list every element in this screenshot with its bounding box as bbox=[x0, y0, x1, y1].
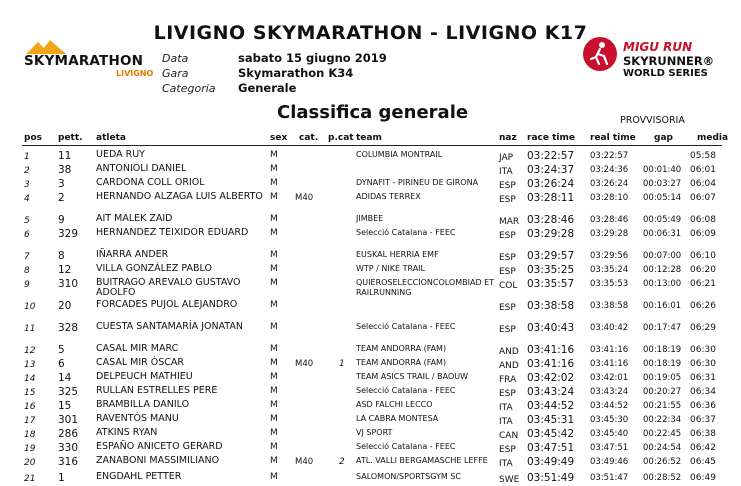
cell-sex: M bbox=[270, 386, 278, 396]
cell-race-time: 03:49:49 bbox=[527, 456, 575, 468]
cell-gap: 00:13:00 bbox=[643, 279, 682, 289]
cell-media: 06:30 bbox=[690, 345, 716, 355]
cell-team: TEAM ANDORRA (FAM) bbox=[356, 358, 447, 367]
cell-naz: ESP bbox=[499, 195, 516, 205]
cell-real-time: 03:42:01 bbox=[590, 373, 629, 383]
cell-atleta: RULLAN ESTRELLES PERE bbox=[96, 385, 218, 396]
cell-media: 06:10 bbox=[690, 251, 716, 261]
table-row bbox=[0, 249, 741, 264]
runner-icon bbox=[583, 37, 617, 71]
status-label: PROVVISORIA bbox=[620, 115, 685, 126]
table-row bbox=[0, 321, 741, 336]
cell-pos: 8 bbox=[24, 266, 30, 276]
cell-race-time: 03:45:31 bbox=[527, 414, 575, 426]
cell-gap: 00:12:28 bbox=[643, 265, 682, 275]
cell-media: 06:36 bbox=[690, 401, 716, 411]
cell-team: Selecció Catalana - FEEC bbox=[356, 442, 456, 451]
mountain-icon bbox=[26, 40, 66, 54]
cell-gap: 00:18:19 bbox=[643, 345, 682, 355]
cell-pos: 4 bbox=[24, 194, 30, 204]
cell-pos: 7 bbox=[24, 252, 30, 262]
cell-pos: 10 bbox=[24, 302, 36, 312]
cell-sex: M bbox=[270, 322, 278, 332]
cell-pos: 14 bbox=[24, 374, 36, 384]
cell-sex: M bbox=[270, 150, 278, 160]
cell-team: TEAM ASICS TRAIL / BAOUW bbox=[356, 372, 469, 381]
cell-cat: M40 bbox=[295, 457, 314, 467]
table-row bbox=[0, 299, 741, 314]
table-row bbox=[0, 277, 741, 298]
cell-atleta: ZANABONI MASSIMILIANO bbox=[96, 455, 220, 466]
meta-value-date: sabato 15 giugno 2019 bbox=[238, 51, 387, 65]
header-pett: pett. bbox=[58, 133, 83, 143]
cell-gap: 00:22:45 bbox=[643, 429, 682, 439]
cell-gap: 00:01:40 bbox=[643, 165, 682, 175]
cell-real-time: 03:22:57 bbox=[590, 151, 629, 161]
cell-pett: 301 bbox=[58, 414, 79, 426]
cell-race-time: 03:44:52 bbox=[527, 400, 575, 412]
cell-real-time: 03:26:24 bbox=[590, 179, 629, 189]
cell-race-time: 03:22:57 bbox=[527, 150, 575, 162]
cell-sex: M bbox=[270, 178, 278, 188]
table-row bbox=[0, 455, 741, 470]
cell-pos: 17 bbox=[24, 416, 36, 426]
cell-pett: 325 bbox=[58, 386, 79, 398]
cell-team: LA CABRA MONTESA bbox=[356, 414, 439, 423]
cell-media: 06:07 bbox=[690, 193, 716, 203]
cell-race-time: 03:28:46 bbox=[527, 214, 575, 226]
cell-atleta: RAVENTÓS MANU bbox=[96, 413, 179, 424]
table-row bbox=[0, 227, 741, 242]
cell-naz: ESP bbox=[499, 181, 516, 191]
meta-value-category: Generale bbox=[238, 81, 297, 95]
cell-atleta: ENGDAHL PETTER bbox=[96, 471, 182, 482]
cell-pcat: 2 bbox=[339, 457, 345, 467]
header-divider bbox=[22, 145, 722, 146]
cell-sex: M bbox=[270, 214, 278, 224]
cell-naz: ESP bbox=[499, 231, 516, 241]
cell-atleta: FORCADES PUJOL ALEJANDRO bbox=[96, 299, 238, 310]
cell-race-time: 03:51:49 bbox=[527, 472, 575, 484]
cell-pett: 6 bbox=[58, 358, 65, 370]
cell-sex: M bbox=[270, 456, 278, 466]
header-pcat: p.cat bbox=[328, 133, 354, 143]
cell-pett: 316 bbox=[58, 456, 79, 468]
cell-media: 06:38 bbox=[690, 429, 716, 439]
cell-media: 06:37 bbox=[690, 415, 716, 425]
cell-sex: M bbox=[270, 228, 278, 238]
cell-naz: AND bbox=[499, 361, 519, 371]
cell-sex: M bbox=[270, 358, 278, 368]
cell-naz: ITA bbox=[499, 459, 513, 469]
cell-team: Selecció Catalana - FEEC bbox=[356, 228, 456, 237]
cell-race-time: 03:38:58 bbox=[527, 300, 575, 312]
cell-race-time: 03:29:28 bbox=[527, 228, 575, 240]
cell-pett: 38 bbox=[58, 164, 72, 176]
header-real-time: real time bbox=[590, 133, 636, 143]
table-row bbox=[0, 385, 741, 400]
cell-team: QUIEROSELECCIONCOLOMBIAD ETRAILRUNNING bbox=[356, 278, 495, 297]
cell-race-time: 03:42:02 bbox=[527, 372, 575, 384]
cell-pos: 11 bbox=[24, 324, 36, 334]
table-row bbox=[0, 371, 741, 386]
event-title: LIVIGNO SKYMARATHON - LIVIGNO K17 bbox=[153, 22, 588, 44]
skymarathon-logo-sub: LIVIGNO bbox=[116, 69, 154, 78]
cell-sex: M bbox=[270, 400, 278, 410]
cell-naz: JAP bbox=[499, 153, 514, 163]
cell-naz: ESP bbox=[499, 445, 516, 455]
skyrunner-logo-line1: MIGU RUN bbox=[623, 40, 693, 54]
table-row bbox=[0, 149, 741, 164]
cell-cat: M40 bbox=[295, 193, 314, 203]
table-row bbox=[0, 177, 741, 192]
cell-atleta: CASAL MIR ÒSCAR bbox=[96, 357, 185, 368]
cell-real-time: 03:29:56 bbox=[590, 251, 629, 261]
cell-team: DYNAFIT - PIRINEU DE GIRONA bbox=[356, 178, 479, 187]
cell-pett: 8 bbox=[58, 250, 65, 262]
skyrunner-logo-line3: WORLD SERIES bbox=[623, 68, 708, 79]
cell-atleta: UEDA RUY bbox=[96, 149, 145, 160]
page-title: Classifica generale bbox=[277, 102, 469, 123]
cell-sex: M bbox=[270, 192, 278, 202]
cell-naz: CAN bbox=[499, 431, 519, 441]
cell-sex: M bbox=[270, 428, 278, 438]
cell-sex: M bbox=[270, 164, 278, 174]
cell-team: ASD FALCHI LECCO bbox=[356, 400, 433, 409]
cell-cat: M40 bbox=[295, 359, 314, 369]
cell-pcat: 1 bbox=[339, 359, 345, 369]
cell-pos: 18 bbox=[24, 430, 36, 440]
cell-team: ADIDAS TERREX bbox=[356, 192, 421, 201]
cell-pos: 16 bbox=[24, 402, 36, 412]
cell-media: 06:49 bbox=[690, 473, 716, 483]
cell-media: 06:42 bbox=[690, 443, 716, 453]
cell-real-time: 03:28:46 bbox=[590, 215, 629, 225]
cell-pos: 21 bbox=[24, 474, 36, 484]
cell-real-time: 03:29:28 bbox=[590, 229, 629, 239]
cell-gap: 00:06:31 bbox=[643, 229, 682, 239]
cell-naz: MAR bbox=[499, 217, 520, 227]
cell-naz: AND bbox=[499, 347, 519, 357]
cell-real-time: 03:41:16 bbox=[590, 345, 629, 355]
cell-race-time: 03:35:25 bbox=[527, 264, 575, 276]
cell-atleta: VILLA GONZÁLEZ PABLO bbox=[96, 263, 212, 274]
cell-race-time: 03:47:51 bbox=[527, 442, 575, 454]
cell-real-time: 03:45:30 bbox=[590, 415, 629, 425]
cell-media: 06:34 bbox=[690, 387, 716, 397]
cell-atleta: HERNANDO ALZAGA LUIS ALBERTO bbox=[96, 191, 263, 202]
cell-race-time: 03:26:24 bbox=[527, 178, 575, 190]
cell-team: WTP / NIKE TRAIL bbox=[356, 264, 425, 273]
cell-naz: ESP bbox=[499, 325, 516, 335]
cell-naz: SWE bbox=[499, 475, 520, 485]
cell-pett: 328 bbox=[58, 322, 79, 334]
cell-pett: 286 bbox=[58, 428, 79, 440]
cell-gap: 00:24:54 bbox=[643, 443, 682, 453]
header-gap: gap bbox=[654, 133, 673, 143]
cell-team: EUSKAL HERRIA EMF bbox=[356, 250, 439, 259]
header-pos: pos bbox=[24, 133, 42, 143]
cell-media: 06:26 bbox=[690, 301, 716, 311]
cell-gap: 00:18:19 bbox=[643, 359, 682, 369]
header-cat: cat. bbox=[299, 133, 319, 143]
cell-pos: 2 bbox=[24, 166, 30, 176]
cell-media: 06:21 bbox=[690, 279, 716, 289]
cell-pett: 15 bbox=[58, 400, 72, 412]
cell-pett: 2 bbox=[58, 192, 65, 204]
cell-gap: 00:16:01 bbox=[643, 301, 682, 311]
cell-atleta: CARDONA COLL ORIOL bbox=[96, 177, 205, 188]
cell-atleta: HERNANDEZ TEIXIDOR EDUARD bbox=[96, 227, 249, 238]
cell-pett: 20 bbox=[58, 300, 72, 312]
cell-pos: 9 bbox=[24, 280, 30, 290]
cell-race-time: 03:29:57 bbox=[527, 250, 575, 262]
cell-race-time: 03:41:16 bbox=[527, 358, 575, 370]
table-row bbox=[0, 399, 741, 414]
cell-gap: 00:26:52 bbox=[643, 457, 682, 467]
header-naz: naz bbox=[499, 133, 517, 143]
cell-pos: 19 bbox=[24, 444, 36, 454]
cell-real-time: 03:35:53 bbox=[590, 279, 629, 289]
cell-pos: 1 bbox=[24, 152, 30, 162]
cell-pett: 11 bbox=[58, 150, 72, 162]
cell-race-time: 03:43:24 bbox=[527, 386, 575, 398]
cell-naz: ESP bbox=[499, 253, 516, 263]
cell-team: TEAM ANDORRA (FAM) bbox=[356, 344, 447, 353]
cell-pos: 3 bbox=[24, 180, 30, 190]
cell-team: JIMBEE bbox=[356, 214, 384, 223]
cell-naz: ITA bbox=[499, 167, 513, 177]
cell-team: VJ SPORT bbox=[356, 428, 393, 437]
cell-real-time: 03:49:46 bbox=[590, 457, 629, 467]
cell-atleta: AIT MALEK ZAID bbox=[96, 213, 173, 224]
cell-pett: 9 bbox=[58, 214, 65, 226]
cell-real-time: 03:38:58 bbox=[590, 301, 629, 311]
cell-media: 06:20 bbox=[690, 265, 716, 275]
table-row bbox=[0, 427, 741, 442]
cell-pett: 5 bbox=[58, 344, 65, 356]
cell-media: 06:04 bbox=[690, 179, 716, 189]
header-sex: sex bbox=[270, 133, 288, 143]
cell-pett: 330 bbox=[58, 442, 79, 454]
cell-media: 06:01 bbox=[690, 165, 716, 175]
cell-gap: 00:05:49 bbox=[643, 215, 682, 225]
cell-sex: M bbox=[270, 442, 278, 452]
skyrunner-logo bbox=[583, 37, 723, 87]
skymarathon-logo-word: SKYMARATHON bbox=[24, 53, 144, 69]
meta-value-race: Skymarathon K34 bbox=[238, 66, 354, 80]
cell-team: COLUMBIA MONTRAIL bbox=[356, 150, 443, 159]
cell-media: 05:58 bbox=[690, 151, 716, 161]
cell-gap: 00:28:52 bbox=[643, 473, 682, 483]
header-team: team bbox=[356, 133, 382, 143]
cell-pos: 6 bbox=[24, 230, 30, 240]
cell-pett: 12 bbox=[58, 264, 72, 276]
cell-atleta: DELPEUCH MATHIEU bbox=[96, 371, 193, 382]
cell-real-time: 03:35:24 bbox=[590, 265, 629, 275]
cell-atleta: ESPAÑO ANICETO GERARD bbox=[96, 441, 223, 452]
cell-pett: 329 bbox=[58, 228, 79, 240]
cell-real-time: 03:41:16 bbox=[590, 359, 629, 369]
cell-pett: 14 bbox=[58, 372, 72, 384]
skymarathon-logo bbox=[24, 40, 164, 80]
cell-real-time: 03:28:10 bbox=[590, 193, 629, 203]
cell-naz: FRA bbox=[499, 375, 517, 385]
cell-team: Selecció Catalana - FEEC bbox=[356, 322, 456, 331]
cell-race-time: 03:41:16 bbox=[527, 344, 575, 356]
table-row bbox=[0, 213, 741, 228]
cell-atleta: BRAMBILLA DANILO bbox=[96, 399, 190, 410]
cell-gap: 00:07:00 bbox=[643, 251, 682, 261]
table-row bbox=[0, 471, 741, 486]
cell-atleta: IÑARRA ANDER bbox=[96, 249, 169, 260]
header-race-time: race time bbox=[527, 133, 575, 143]
cell-gap: 00:19:05 bbox=[643, 373, 682, 383]
cell-media: 06:45 bbox=[690, 457, 716, 467]
table-row bbox=[0, 413, 741, 428]
cell-gap: 00:03:27 bbox=[643, 179, 682, 189]
cell-media: 06:09 bbox=[690, 229, 716, 239]
table-row bbox=[0, 357, 741, 372]
cell-media: 06:30 bbox=[690, 359, 716, 369]
header-atleta: atleta bbox=[96, 133, 126, 143]
cell-gap: 00:05:14 bbox=[643, 193, 682, 203]
table-row bbox=[0, 441, 741, 456]
table-row bbox=[0, 343, 741, 358]
cell-race-time: 03:45:42 bbox=[527, 428, 575, 440]
cell-pos: 20 bbox=[24, 458, 36, 468]
cell-real-time: 03:40:42 bbox=[590, 323, 629, 333]
cell-pett: 3 bbox=[58, 178, 65, 190]
cell-media: 06:31 bbox=[690, 373, 716, 383]
cell-real-time: 03:24:36 bbox=[590, 165, 629, 175]
cell-atleta: ANTONIOLI DANIEL bbox=[96, 163, 187, 174]
cell-naz: ITA bbox=[499, 417, 513, 427]
cell-race-time: 03:28:11 bbox=[527, 192, 575, 204]
cell-naz: ESP bbox=[499, 267, 516, 277]
cell-atleta: ATKINS RYAN bbox=[96, 427, 158, 438]
cell-real-time: 03:51:47 bbox=[590, 473, 629, 483]
cell-naz: ESP bbox=[499, 389, 516, 399]
table-row bbox=[0, 163, 741, 178]
cell-pett: 1 bbox=[58, 472, 65, 484]
table-row bbox=[0, 263, 741, 278]
cell-sex: M bbox=[270, 372, 278, 382]
cell-team: ATL. VALLI BERGAMASCHE LEFFE bbox=[356, 456, 488, 465]
cell-pos: 15 bbox=[24, 388, 36, 398]
cell-real-time: 03:44:52 bbox=[590, 401, 629, 411]
cell-gap: 00:20:27 bbox=[643, 387, 682, 397]
cell-race-time: 03:24:37 bbox=[527, 164, 575, 176]
cell-team: Selecció Catalana - FEEC bbox=[356, 386, 456, 395]
cell-sex: M bbox=[270, 250, 278, 260]
cell-media: 06:29 bbox=[690, 323, 716, 333]
cell-atleta: CASAL MIR MARC bbox=[96, 343, 179, 354]
cell-race-time: 03:35:57 bbox=[527, 278, 575, 290]
cell-naz: ESP bbox=[499, 303, 516, 313]
cell-gap: 00:21:55 bbox=[643, 401, 682, 411]
cell-pett: 310 bbox=[58, 278, 79, 290]
cell-sex: M bbox=[270, 414, 278, 424]
cell-media: 06:08 bbox=[690, 215, 716, 225]
cell-atleta: CUESTA SANTAMARÍA JONATAN bbox=[96, 321, 244, 332]
cell-sex: M bbox=[270, 264, 278, 274]
cell-real-time: 03:45:40 bbox=[590, 429, 629, 439]
meta-key-date: Data bbox=[162, 52, 189, 65]
skyrunner-logo-line2: SKYRUNNER® bbox=[623, 54, 715, 68]
cell-team: SALOMON/SPORTSGYM SC bbox=[356, 472, 461, 481]
meta-key-category: Categoria bbox=[162, 82, 216, 95]
cell-naz: ITA bbox=[499, 403, 513, 413]
header-media: media bbox=[697, 133, 729, 143]
cell-sex: M bbox=[270, 300, 278, 310]
cell-pos: 12 bbox=[24, 346, 36, 356]
cell-real-time: 03:43:24 bbox=[590, 387, 629, 397]
cell-pos: 5 bbox=[24, 216, 30, 226]
cell-real-time: 03:47:51 bbox=[590, 443, 629, 453]
cell-sex: M bbox=[270, 472, 278, 482]
cell-atleta: BUITRAGO AREVALO GUSTAVO ADOLFO bbox=[96, 277, 241, 298]
table-row bbox=[0, 191, 741, 206]
cell-gap: 00:17:47 bbox=[643, 323, 682, 333]
cell-sex: M bbox=[270, 278, 278, 288]
cell-naz: COL bbox=[499, 281, 518, 291]
cell-sex: M bbox=[270, 344, 278, 354]
meta-key-race: Gara bbox=[162, 67, 189, 80]
cell-pos: 13 bbox=[24, 360, 36, 370]
cell-gap: 00:22:34 bbox=[643, 415, 682, 425]
cell-race-time: 03:40:43 bbox=[527, 322, 575, 334]
